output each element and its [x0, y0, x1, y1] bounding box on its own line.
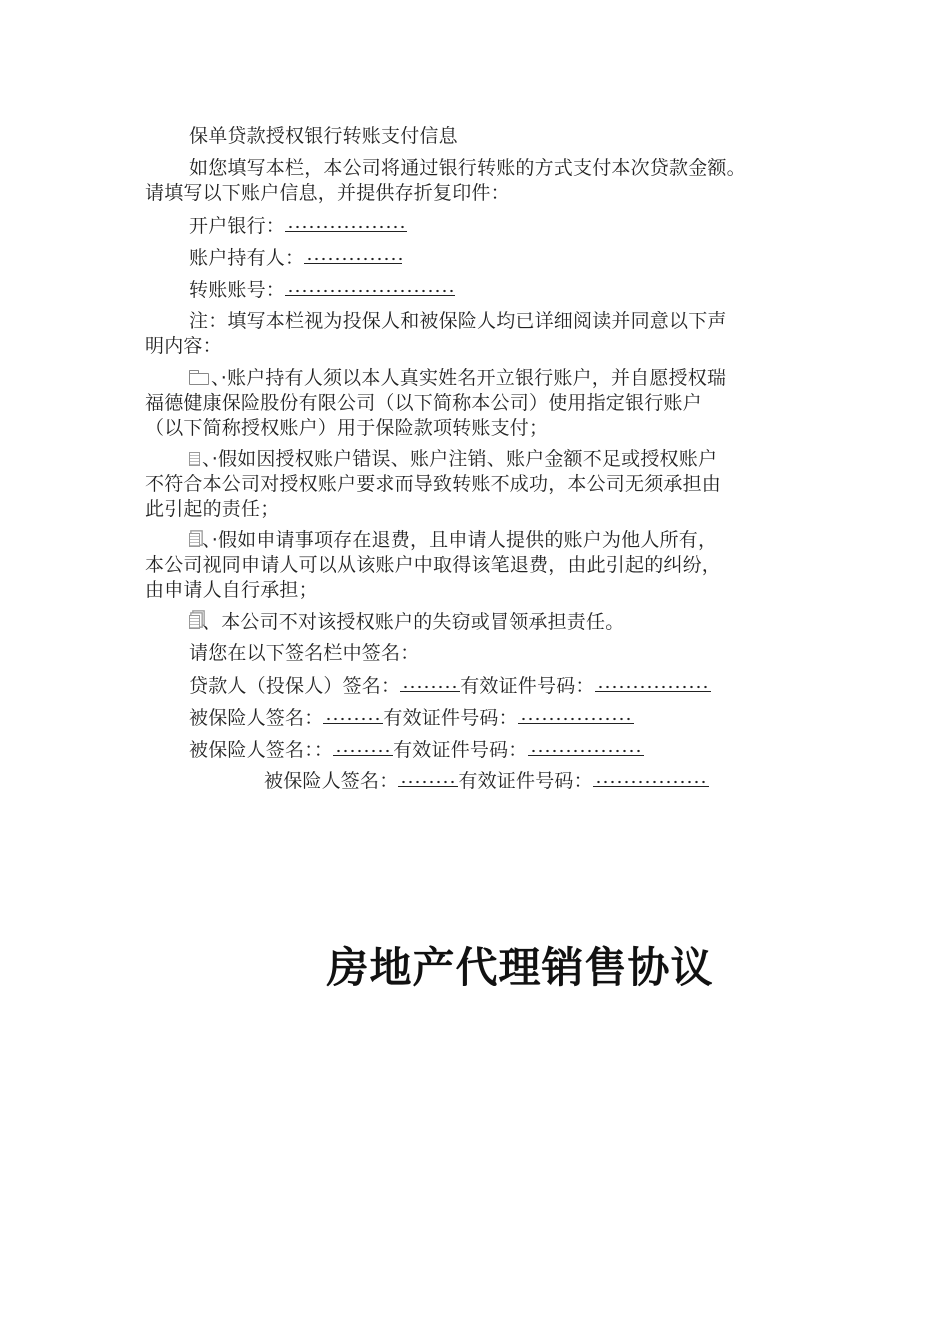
clause-2-text-1: 、·假如因授权账户错误、账户注销、账户金额不足或授权账户 [202, 448, 718, 470]
holder-field-label: 账户持有人： [189, 247, 305, 269]
clause-3-text-1: 、·假如申请事项存在退费，且申请人提供的账户为他人所有， [202, 529, 718, 551]
signature-blank[interactable] [400, 673, 460, 692]
stacked-documents-icon [189, 615, 200, 629]
account-field-label: 转账账号： [189, 279, 286, 301]
bank-field-row [189, 213, 857, 238]
id-number-blank[interactable] [593, 768, 709, 787]
document-title: 房地产代理销售协议 [326, 943, 714, 992]
clause-4-text-1: 、本公司不对该授权账户的失窃或冒领承担责任。 [202, 611, 625, 633]
clause-2-line-1 [189, 447, 857, 471]
bank-field-label: 开户银行： [189, 215, 286, 237]
id-number-label: 有效证件号码： [458, 770, 593, 792]
account-blank[interactable] [285, 277, 455, 296]
folder-icon [189, 373, 209, 385]
clause-3-line-2: 本公司视同申请人可以从该账户中取得该笔退费，由此引起的纠纷， [145, 554, 722, 576]
clause-2-line-2: 不符合本公司对授权账户要求而导致转账不成功，本公司无须承担由 [145, 473, 722, 495]
holder-blank[interactable] [304, 245, 402, 264]
clause-1-line-1 [189, 366, 857, 390]
signature-blank[interactable] [323, 705, 383, 724]
bank-blank[interactable] [285, 213, 407, 232]
signature-blank[interactable] [398, 768, 458, 787]
section-heading: 保单贷款授权银行转账支付信息 [189, 125, 458, 147]
note-line-2: 明内容： [145, 335, 222, 357]
documents-icon [189, 533, 200, 547]
clause-2-line-3: 此引起的责任； [145, 498, 280, 520]
clause-3-line-1 [189, 528, 857, 552]
holder-field-row [189, 245, 857, 270]
document-icon [189, 452, 200, 466]
intro-line-2: 请填写以下账户信息，并提供存折复印件： [145, 182, 510, 204]
account-field-row [189, 277, 857, 302]
clause-1-text-1: 、·账户持有人须以本人真实姓名开立银行账户，并自愿授权瑞 [211, 367, 727, 389]
clause-1-line-2: 福德健康保险股份有限公司（以下简称本公司）使用指定银行账户 [145, 392, 702, 414]
signature-label: 被保险人签名：： [189, 739, 334, 761]
signature-row [189, 673, 857, 698]
clause-1-line-3: （以下简称授权账户）用于保险款项转账支付； [145, 417, 549, 439]
id-number-label: 有效证件号码： [393, 739, 528, 761]
id-number-label: 有效证件号码： [460, 675, 595, 697]
clause-4-line-1 [189, 610, 857, 634]
signature-label: 被保险人签名： [264, 770, 399, 792]
signature-label: 被保险人签名： [189, 707, 324, 729]
id-number-label: 有效证件号码： [383, 707, 518, 729]
id-number-blank[interactable] [528, 737, 644, 756]
intro-line-1: 如您填写本栏，本公司将通过银行转账的方式支付本次贷款金额。 [189, 157, 746, 179]
signature-row [264, 768, 932, 793]
id-number-blank[interactable] [595, 673, 711, 692]
signature-label: 贷款人（投保人）签名： [189, 675, 401, 697]
id-number-blank[interactable] [518, 705, 634, 724]
signature-row [189, 705, 857, 730]
signature-blank[interactable] [333, 737, 393, 756]
clause-3-line-3: 由申请人自行承担； [145, 579, 318, 601]
sign-prompt: 请您在以下签名栏中签名： [189, 642, 420, 664]
signature-row [189, 737, 857, 762]
note-line-1: 注：填写本栏视为投保人和被保险人均已详细阅读并同意以下声 [189, 310, 727, 332]
